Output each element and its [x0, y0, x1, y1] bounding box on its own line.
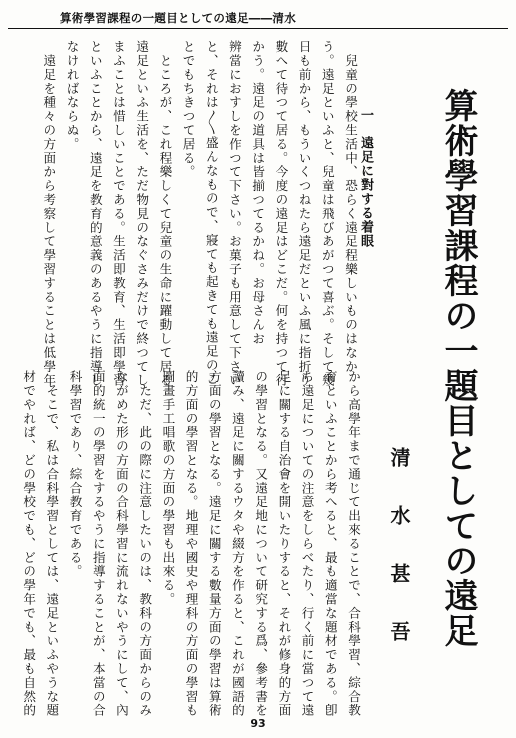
header-rule — [8, 28, 508, 29]
body-line: かう。遠足の道具は皆揃つてるかね。お母さんお — [250, 40, 266, 346]
body-line: 遠足といふ生活を、ただ物見のなぐさみだけで終つてし — [134, 40, 150, 388]
section-heading: 一 遠足に對する着眼 — [358, 108, 373, 248]
running-head: 算術學習課程の一題目としての遠足――清水 — [60, 11, 296, 25]
body-line: なければならぬ。 — [64, 40, 80, 152]
body-line: 圖畫手工唱歌の方面の學習も出來る。 — [160, 370, 176, 607]
body-line: ながめた形の方面の合科學習に流れないやうにして、內 — [113, 370, 129, 718]
body-line: う。遠足といふと、兒童は飛びあがつて喜ぶ。そして幾 — [319, 40, 335, 388]
body-line: 日も前から、もういくつねたら遠足だといふ風に指折り — [296, 40, 312, 388]
body-line: ところが、これ程樂しくて兒童の生命に躍動して居る — [157, 40, 173, 388]
page-number: 93 — [250, 717, 266, 730]
body-line: そこで、私は合科學習としては、遠足といふやうな題 — [44, 370, 60, 718]
body-line: ただ、此の際に注意したいのは、教科の方面からのみ — [137, 370, 153, 718]
body-line: 科學習であり、綜合教育である。 — [67, 370, 83, 579]
body-line: 遠足を種々の方面から考察して學習することは低學年 — [41, 40, 57, 388]
body-text-top — [41, 40, 362, 388]
body-line: といふことから、遠足を教育的意義のあるやうに指導し — [87, 40, 103, 388]
author-name: 清水甚吾 — [387, 447, 411, 679]
body-text-bottom — [21, 370, 365, 718]
body-line: 辨當におすしを作つて下さい。お菓子も用意して下さい — [226, 40, 242, 388]
body-line: 育といふことから考へると、最も適當な題材である。卽 — [322, 370, 338, 718]
body-line: 的方面の學習となる。地理や國史や理科の方面の學習も — [183, 370, 199, 718]
body-line: 面的統一の學習をするやうに指導することが、本當の合 — [90, 370, 106, 718]
body-line: まふことは惜しいことである。生活即教育、生活即學習 — [110, 40, 126, 388]
body-line: から高學年まで通じて出來ることで、合科學習、綜合教 — [346, 370, 361, 718]
body-line: 足に關する自治會を開いたりすると、それが修身的方面 — [276, 370, 292, 718]
body-line: と、それは〳〵盛んなもので、寢ても起きても遠足のこ — [203, 40, 219, 387]
article-title: 算術學習課程の一題目としての遠足 — [438, 88, 478, 648]
body-line: 數へて待つて居る。今度の遠足はどこだ。何を持つて行 — [273, 40, 289, 388]
body-line: の學習となる。又遠足地について研究する爲、參考書を — [253, 370, 269, 718]
body-line: とでもちきつて居る。 — [180, 40, 196, 179]
body-line: 方面の學習となる。遠足に關する數量方面の學習は算術 — [206, 370, 222, 718]
body-line: 讀み、遠足に關するウタや綴方を作ると、これが國語的 — [229, 370, 245, 718]
body-line: 材でやれば、どの學校でも、どの學年でも、最も自然的 — [21, 370, 37, 718]
body-line: ち遠足についての注意をしらべたり、行く前に當つて遠 — [299, 370, 315, 718]
body-line: 兒童の學校生活中、恐らく遠足程樂しいものはなか — [343, 40, 358, 374]
